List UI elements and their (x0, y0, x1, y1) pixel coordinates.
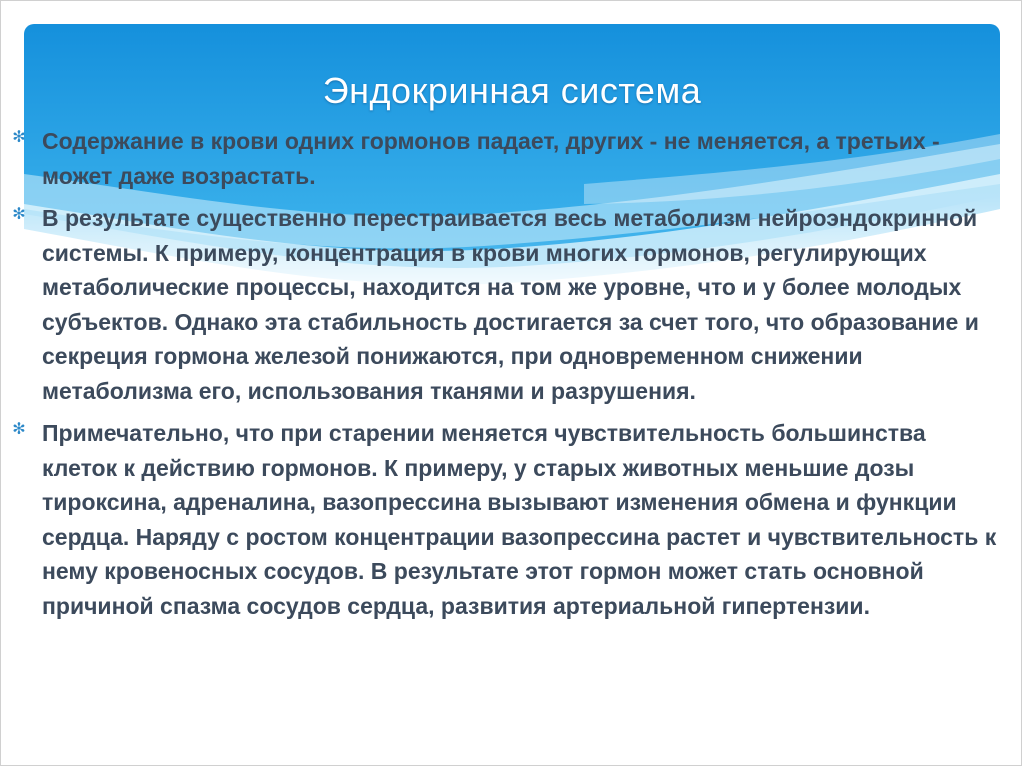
bullet-item (10, 416, 1000, 623)
asterisk-icon: ✻ (12, 204, 26, 223)
asterisk-icon: ✻ (12, 127, 26, 146)
bullet-item (10, 201, 1000, 408)
bullet-text: В результате существенно перестраивается весь метаболизм нейроэндокринной системы. К примеру, концентрация в крови многих гормонов, регулирующих метаболические процессы, находится на том же уровне, что и у более молодых субъектов. Однако эта стабильность достигается за счет того, что образование и секреция гормона железой понижаются, при одновременном снижении метаболизма его, использования тканями и разрушения. (42, 205, 979, 404)
bullet-list (10, 124, 1000, 631)
bullet-text: Примечательно, что при старении меняется чувствительность большинства клеток к действию гормонов. К примеру, у старых животных меньшие дозы тироксина, адреналина, вазопрессина вызывают изменения обмена и функции сердца. Наряду с ростом концентрации вазопрессина растет и чувствительность к нему кровеносных сосудов. В результате этот гормон может стать основной причиной спазма сосудов сердца, развития артериальной гипертензии. (42, 420, 997, 619)
asterisk-icon: ✻ (12, 419, 26, 438)
bullet-text: Содержание в крови одних гормонов падает, других - не меняется, а третьих - может даже возрастать. (42, 128, 940, 189)
slide-title: Эндокринная система (322, 70, 702, 111)
bullet-item (10, 124, 1000, 193)
